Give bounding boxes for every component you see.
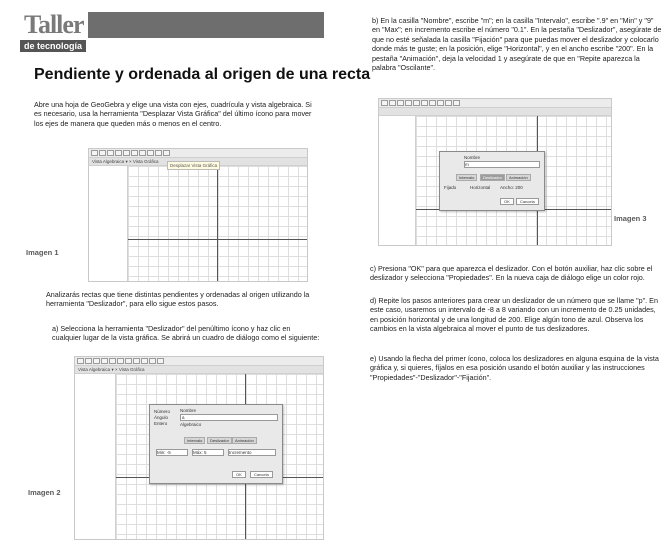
name-input[interactable]: m (464, 161, 540, 168)
width-field[interactable]: Ancho: 200 (500, 185, 523, 190)
geogebra-toolbar (379, 99, 611, 108)
page-title: Pendiente y ordenada al origen de una recta (34, 66, 371, 83)
cancel-button[interactable]: Cancela (516, 198, 539, 205)
logo: Taller (24, 10, 84, 39)
tab-animation[interactable]: Animación (506, 174, 531, 181)
algebra-view (89, 166, 128, 281)
header-bar (88, 12, 324, 38)
tab-interval[interactable]: Intervalo (184, 437, 205, 444)
logo-subtitle: de tecnología (20, 40, 86, 52)
tab-interval[interactable]: Intervalo (456, 174, 477, 181)
analysis-paragraph: Analizarás rectas que tiene distintas pendientes y ordenadas al origen utilizando la herramienta "Deslizador", para ello sigue estos pasos. (46, 290, 310, 309)
algebraic-label: Algebraico (180, 422, 202, 427)
algebra-view (75, 374, 116, 539)
step-b: b) En la casilla "Nombre", escribe "m"; en la casilla "Intervalo", escribe ".9" en "Min" y "9" en "Max"; en incremento escribe el número "0.1". En la pestaña "Deslizador", asegúrate de que no esté señalada la casilla "Fijación" para que puedas mover el deslizador y colocarlo donde más te guste; en la posición, elige "Horizontal", y en el ancho escribe "200". En la pestaña "Animación", deja la velocidad 1 y asegúrate de que en "Repite aparezca la palabra "Oscilante". (372, 16, 662, 73)
name-input[interactable] (180, 414, 278, 421)
option-number[interactable]: Número (154, 409, 171, 414)
option-integer[interactable]: Entero (154, 421, 168, 426)
option-angle[interactable]: Ángulo (154, 415, 169, 420)
screenshot-1 (88, 148, 308, 282)
y-axis (217, 166, 218, 281)
geogebra-toolbar (75, 357, 323, 366)
min-input[interactable]: Min: -5 (156, 449, 188, 456)
caption-imagen-1: Imagen 1 (26, 248, 59, 257)
name-label: Nombre (464, 155, 481, 160)
step-d: d) Repite los pasos anteriores para crear un deslizador de un número que se llame "p". En este caso, usaremos un intervalo de -8 a 8 variando con un incremento de 0.25 unidades, en posición horizontal y de una longitud de 200. Elige algún tono de azul. Observa los cambios en la vista algebraica al mover el punto de tus deslizadores. (370, 296, 658, 334)
horizontal-option[interactable]: Horizontal (470, 185, 491, 190)
algebra-view (379, 116, 416, 245)
increment-input[interactable]: Incremento (228, 449, 276, 456)
step-c: c) Presiona "OK" para que aparezca el deslizador. Con el botón auxiliar, haz clic sobre el deslizador y selecciona "Propiedades". En la nueva caja de diálogo elige un color rojo. (370, 264, 653, 283)
max-input[interactable]: Máx: 5 (192, 449, 224, 456)
tab-slider[interactable]: Deslizador (207, 437, 232, 444)
intro-paragraph: Abre una hoja de GeoGebra y elige una vista con ejes, cuadrícula y vista algebraica. Si es necesario, usa la herramienta "Desplazar Vista Gráfica" del último ícono para mover los ejes de manera que queden más o menos en el centro. (34, 100, 312, 128)
tooltip: Desplazar Vista Gráfica (167, 161, 220, 170)
screenshot-3 (378, 98, 612, 246)
ok-button[interactable]: OK (232, 471, 246, 478)
tab-animation[interactable]: Animación (232, 437, 257, 444)
fixed-checkbox[interactable]: Fijado (444, 185, 457, 190)
name-value: a (182, 415, 185, 420)
tab-slider[interactable]: Deslizador (480, 174, 505, 181)
caption-imagen-2: Imagen 2 (28, 488, 61, 497)
view-tabs: Vista Algebraica ▾ × Vista Gráfica (89, 158, 307, 166)
screenshot-2 (74, 356, 324, 540)
step-a: a) Selecciona la herramienta "Deslizador" del penúltimo ícono y haz clic en cualquier lugar de la vista gráfica. Se abrirá un cuadro de diálogo como el siguiente: (52, 324, 320, 343)
caption-imagen-3: Imagen 3 (614, 214, 647, 223)
cancel-button[interactable]: Cancela (250, 471, 273, 478)
view-tabs (379, 108, 611, 116)
view-tabs: Vista Algebraica ▾ × Vista Gráfica (75, 366, 323, 374)
slider-dialog (149, 404, 283, 484)
slider-dialog (439, 151, 545, 211)
geogebra-toolbar (89, 149, 307, 158)
name-label: Nombre (180, 408, 197, 413)
ok-button[interactable]: OK (500, 198, 514, 205)
step-e: e) Usando la flecha del primer ícono, coloca los deslizadores en alguna esquina de la vista gráfica y, si quieres, fíjalos en esa posición usando el botón auxiliar y las instrucciones "Propiedades"-"Deslizador"-"Fijación". (370, 354, 659, 382)
